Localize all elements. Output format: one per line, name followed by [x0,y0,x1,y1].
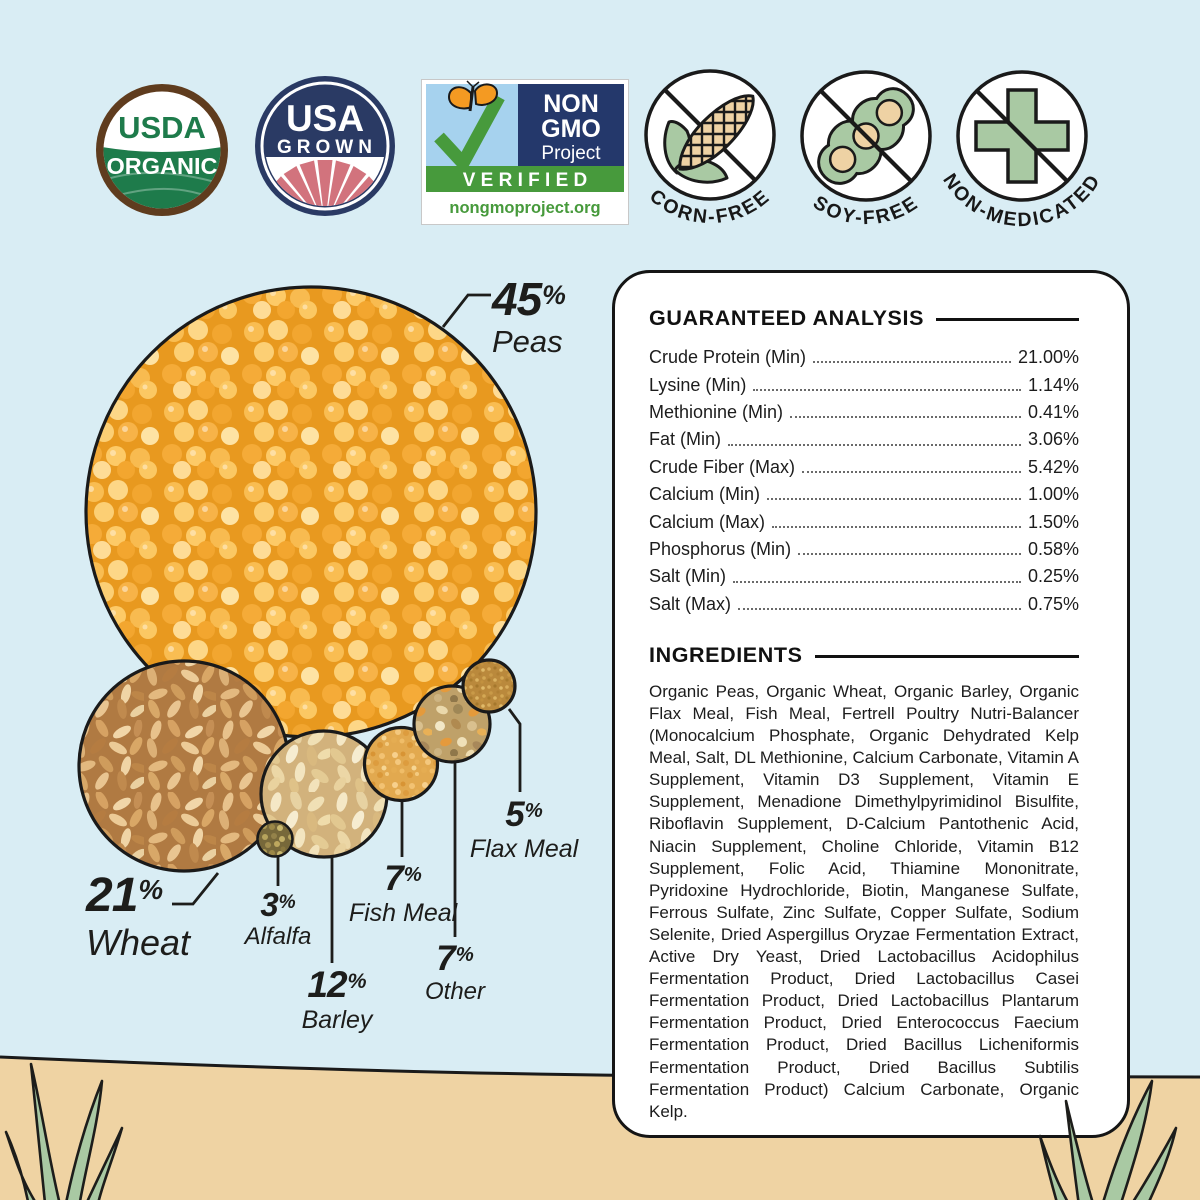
percent-sign: % [347,969,367,993]
ingredients-title: INGREDIENTS [649,642,803,667]
project-text: Project [541,143,601,164]
guaranteed-analysis-title: GUARANTEED ANALYSIS [649,306,925,330]
row-label: Calcium (Min) [649,484,761,505]
ingredients-text: Organic Peas, Organic Wheat, Organic Barley, Organic Flax Meal, Fish Meal, Fertrell Poultry Nutri-Balancer (Monocalcium Phosphate, Organic Dehydrated Kelp Meal, Salt, DL Methionine, Calcium Carbonate, Vitamin A Supplement, Vitamin D3 Supplement, Vitamin E Supplement, Menadione Dimethylpyrimidinol Bisulfite, Riboflavin Supplement, D-Calcium Pantothenic Acid, Niacin Supplement, Choline Chloride, Vitamin B12 Supplement, Folic Acid, Thiamine Mononitrate, Pyridoxine Hydrochloride, Biotin, Manganese Sulfate, Ferrous Sulfate, Zinc Sulfate, Copper Sulfate, Sodium Selenite, Dried Aspergillus Oryzae Fermentation Extract, Active Dry Yeast, Dried Lactobacillus Acidophilus Fermentation Product, Dried Lactobacillus Casei Fermentation Product, Dried Lactobacillus Plantarum Fermentation Product, Dried Enterococcus Faecium Fermentation Product, Dried Bacillus Licheniformis Fermentation Product, Dried Bacillus Subtilis Fermentation Product) Calcium Carbonate, Organic Kelp. [649,681,1079,1121]
row-label: Calcium (Max) [649,511,766,532]
barley-percent-value: 12 [307,964,347,1005]
other-percent-value: 7 [436,939,455,978]
row-label: Crude Protein (Min) [649,347,807,368]
non-text: NON [543,90,599,118]
row-label: Phosphorus (Min) [649,538,792,559]
usa-text: USA [285,98,365,139]
percent-sign: % [455,944,474,967]
row-label: Fat (Min) [649,429,721,450]
other-name: Other [424,978,486,1005]
row-value: 1.14% [1027,374,1079,395]
usda-text: USDA [118,110,206,145]
percent-sign: % [542,279,566,310]
peas-percent-value: 45 [492,273,542,325]
wheat-name: Wheat [86,922,191,963]
row-value: 0.58% [1027,538,1079,559]
usda-organic-text: ORGANIC [106,153,218,179]
row-value: 0.75% [1027,593,1079,614]
row-label: Lysine (Min) [649,374,747,395]
percent-sign: % [138,874,164,906]
row-value: 3.06% [1027,429,1079,450]
row-label: Crude Fiber (Max) [649,456,796,477]
alfalfa-percent-value: 3 [260,886,278,923]
row-label: Salt (Min) [649,566,727,587]
row-value: 21.00% [1017,347,1079,368]
row-label: Methionine (Min) [649,401,784,422]
percent-sign: % [278,891,296,913]
grass-clump-right [1040,1081,1176,1200]
gmo-text: GMO [541,115,601,143]
soy-free-curved-text: SOY-FREE [809,191,923,230]
grown-text: GROWN [277,137,377,158]
verified-text: V E R I F I E D [462,170,588,191]
fishmeal-name: Fish Meal [348,899,458,927]
percent-sign: % [524,800,543,823]
grass-clump-left [6,1064,122,1200]
row-label: Salt (Max) [649,593,732,614]
percent-sign: % [403,864,422,887]
flaxmeal-name: Flax Meal [469,835,579,863]
wheat-percent-value: 21 [86,869,138,922]
fishmeal-percent-value: 7 [384,859,403,898]
non-medicated-curved-text: NON-MEDICATED [938,169,1106,232]
row-value: 1.00% [1027,484,1079,505]
row-value: 0.41% [1027,401,1079,422]
barley-name: Barley [301,1006,373,1034]
nongmo-url-text: nongmoproject.org [449,199,601,217]
flaxmeal-percent-value: 5 [505,795,524,834]
alfalfa-name: Alfalfa [244,923,312,950]
row-value: 1.50% [1027,511,1079,532]
row-value: 5.42% [1027,456,1079,477]
corn-free-curved-text: CORN-FREE [645,185,775,229]
row-value: 0.25% [1027,566,1079,587]
peas-name: Peas [492,324,563,359]
